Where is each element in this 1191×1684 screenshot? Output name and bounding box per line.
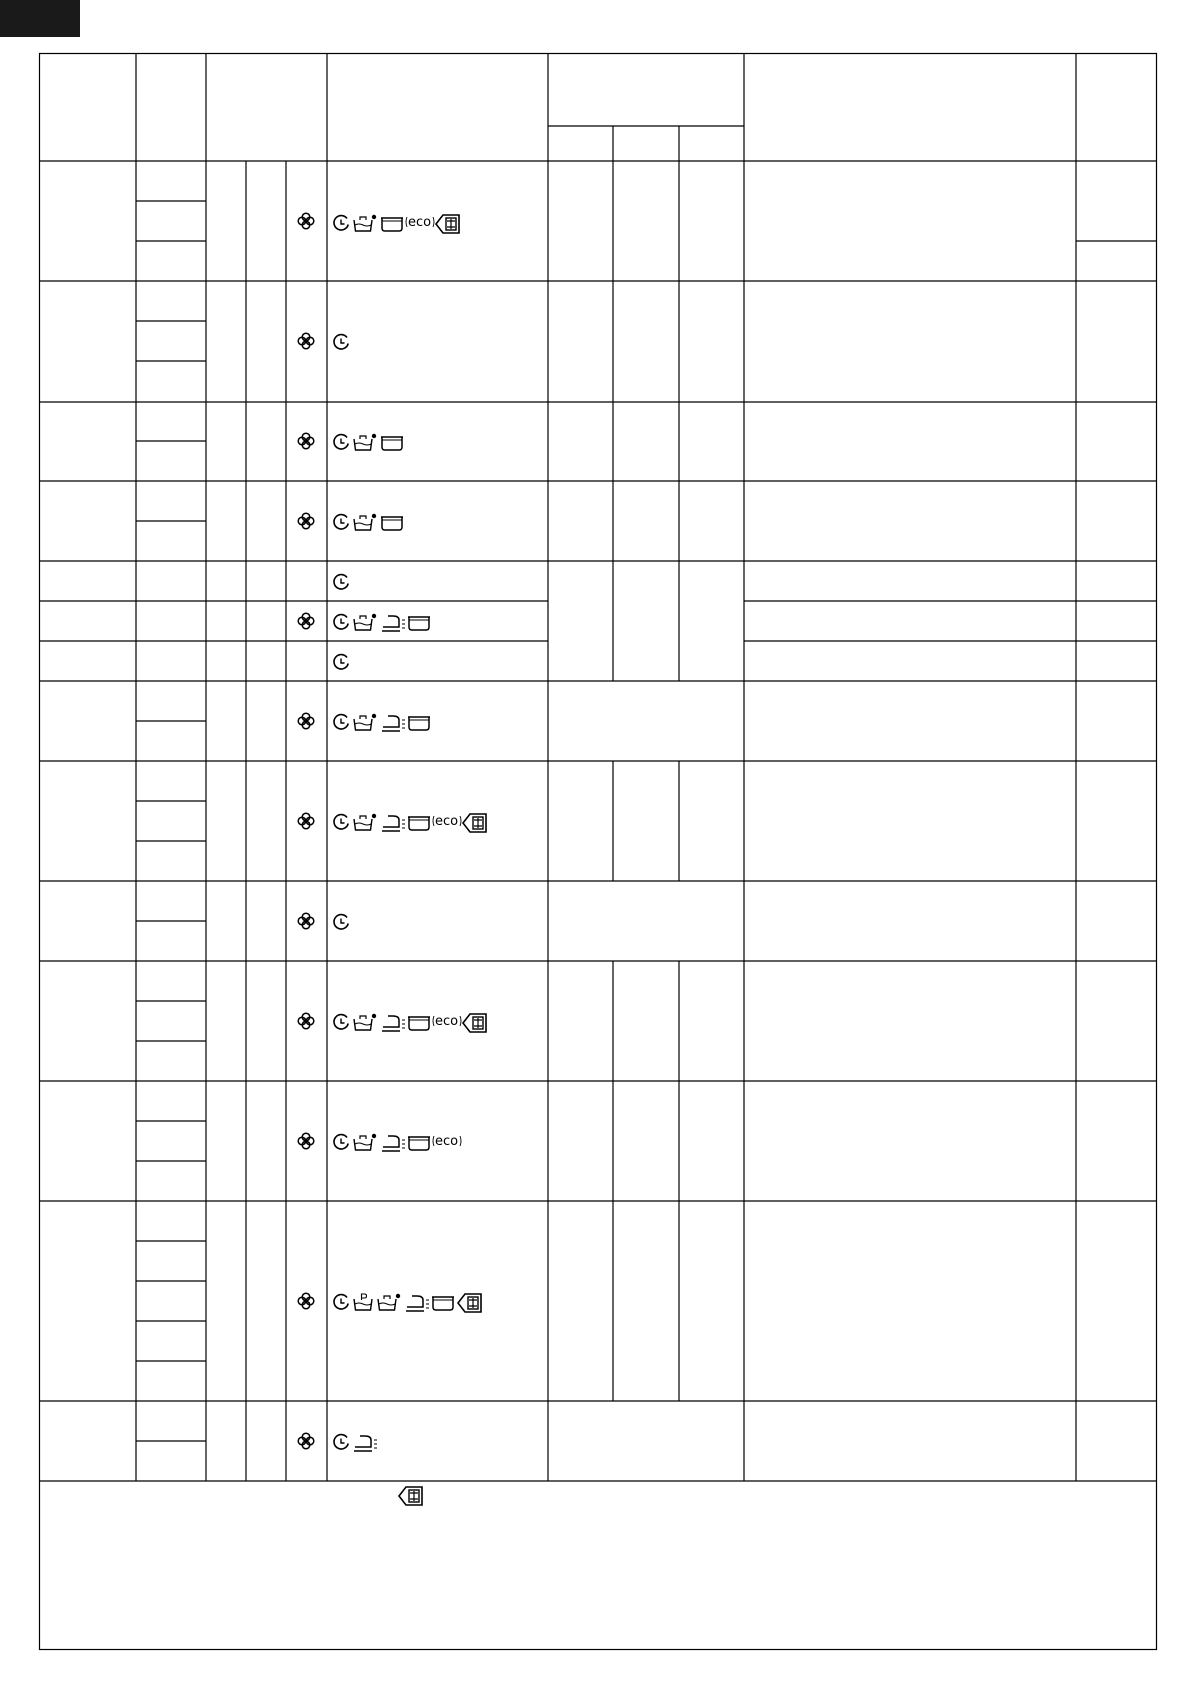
- clock-icon: [334, 575, 348, 589]
- clock-icon: [334, 1295, 348, 1309]
- prewash-icon: [354, 434, 376, 450]
- tub-icon: [408, 617, 430, 630]
- column-lines: [136, 53, 1157, 1481]
- fan-icon: [298, 913, 314, 929]
- clock-icon: [334, 435, 348, 449]
- iron-icon: [382, 616, 405, 631]
- clock-icon: [334, 515, 348, 529]
- tub-icon: [381, 517, 403, 530]
- clock-icon: [334, 1015, 348, 1029]
- fan-icon: [298, 1433, 314, 1449]
- prewash-icon: [354, 215, 376, 231]
- iron-icon: [382, 1016, 405, 1031]
- clock-icon: [334, 815, 348, 829]
- drum-icon: [399, 1487, 422, 1505]
- prewash-icon: [354, 1014, 376, 1030]
- clock-icon: [334, 615, 348, 629]
- fan-icon: [298, 433, 314, 449]
- fan-icon: [298, 1133, 314, 1149]
- drum-icon: [458, 1294, 481, 1312]
- clock-icon: [334, 715, 348, 729]
- clock-icon: [334, 216, 348, 230]
- clock-icon: [334, 1435, 348, 1449]
- clock-icon: [334, 335, 348, 349]
- iron-icon: [406, 1296, 429, 1311]
- clock-icon: [334, 1135, 348, 1149]
- fan-icon: [298, 813, 314, 829]
- prewash-icon: [378, 1294, 400, 1310]
- fan-icon: [298, 1013, 314, 1029]
- fan-icon: [298, 613, 314, 629]
- table-frame: [40, 54, 1157, 1650]
- page-tab: [0, 0, 80, 37]
- drum-icon: [463, 1014, 486, 1032]
- fan-icon: [298, 1293, 314, 1309]
- eco-icon: [433, 814, 461, 829]
- prewash-p-icon: [354, 1294, 372, 1310]
- tub-icon: [408, 817, 430, 830]
- iron-icon: [354, 1436, 377, 1451]
- col2-lines: [136, 201, 206, 1441]
- clock-icon: [334, 655, 348, 669]
- clock-icon: [334, 915, 348, 929]
- iron-icon: [382, 816, 405, 831]
- eco-icon: [406, 215, 434, 230]
- fan-icon: [298, 333, 314, 349]
- prewash-icon: [354, 614, 376, 630]
- iron-icon: [382, 1136, 405, 1151]
- tub-icon: [408, 717, 430, 730]
- eco-icon: [433, 1134, 461, 1149]
- fan-icon: [298, 213, 314, 229]
- eco-icon: [433, 1014, 461, 1029]
- prewash-icon: [354, 514, 376, 530]
- tub-icon: [381, 437, 403, 450]
- tub-icon: [408, 1017, 430, 1030]
- tub-icon: [381, 218, 403, 231]
- row-lines: [39, 161, 1157, 1481]
- prewash-icon: [354, 814, 376, 830]
- fan-icon: [298, 713, 314, 729]
- iron-icon: [382, 716, 405, 731]
- tub-icon: [408, 1137, 430, 1150]
- tub-icon: [432, 1297, 454, 1310]
- prewash-icon: [354, 714, 376, 730]
- drum-icon: [436, 215, 459, 233]
- prewash-icon: [354, 1134, 376, 1150]
- fan-icon: [298, 513, 314, 529]
- drum-icon: [463, 814, 486, 832]
